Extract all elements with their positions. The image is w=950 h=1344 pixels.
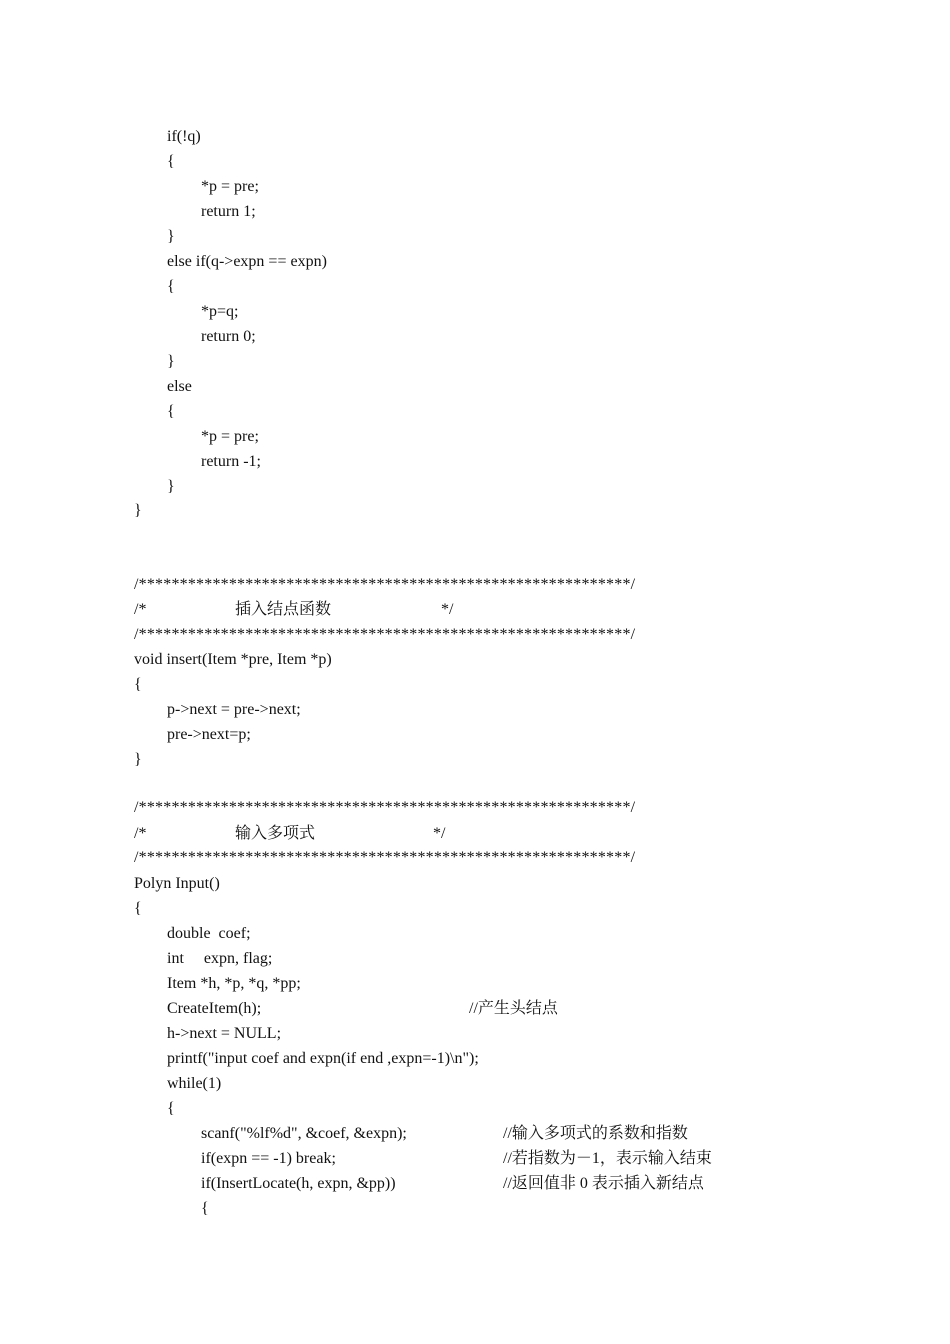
code-text: { <box>134 676 142 693</box>
section-title: 插入结点函数 <box>235 601 332 618</box>
code-text: CreateItem(h); <box>167 1000 262 1017</box>
section-title: 输入多项式 <box>235 825 316 842</box>
code-text: return -1; <box>201 453 261 470</box>
code-text: { <box>134 900 142 917</box>
code-text: Polyn Input() <box>134 875 220 892</box>
code-text: while(1) <box>167 1075 222 1092</box>
code-text: } <box>134 751 142 768</box>
code-text: h->next = NULL; <box>167 1025 282 1042</box>
code-text: double coef; <box>167 925 251 942</box>
inline-comment: //若指数为－1，表示输入结束 <box>503 1150 712 1167</box>
comment-divider: /************************************************************/ <box>134 626 636 643</box>
code-text: if(expn == -1) break; <box>201 1150 336 1167</box>
code-text: { <box>167 1100 175 1117</box>
code-text: printf("input coef and expn(if end ,expn=-1)\n"); <box>167 1050 479 1067</box>
inline-comment: //返回值非 0 表示插入新结点 <box>503 1175 704 1192</box>
code-text: } <box>167 353 175 370</box>
code-text: { <box>167 403 175 420</box>
inline-comment: //输入多项式的系数和指数 <box>503 1125 688 1142</box>
code-text: *p = pre; <box>201 178 259 195</box>
code-text: { <box>167 278 175 295</box>
code-text: Item *h, *p, *q, *pp; <box>167 975 301 992</box>
inline-comment: //产生头结点 <box>469 1000 558 1017</box>
comment-divider: /************************************************************/ <box>134 849 636 866</box>
code-text: scanf("%lf%d", &coef, &expn); <box>201 1125 407 1142</box>
code-text: void insert(Item *pre, Item *p) <box>134 651 332 668</box>
code-text: int expn, flag; <box>167 950 273 967</box>
code-text: else <box>167 378 192 395</box>
comment-close: */ <box>441 601 454 618</box>
code-text: { <box>201 1200 209 1217</box>
code-text: } <box>167 228 175 245</box>
code-text: else if(q->expn == expn) <box>167 253 327 270</box>
code-text: return 0; <box>201 328 256 345</box>
code-text: } <box>167 478 175 495</box>
code-text: if(!q) <box>167 128 201 145</box>
comment-close: */ <box>433 825 446 842</box>
code-text: *p=q; <box>201 303 239 320</box>
code-text: pre->next=p; <box>167 726 251 743</box>
code-text: if(InsertLocate(h, expn, &pp)) <box>201 1175 396 1192</box>
code-text: /* <box>134 601 147 618</box>
comment-divider: /************************************************************/ <box>134 799 636 816</box>
code-text: { <box>167 153 175 170</box>
code-text: return 1; <box>201 203 256 220</box>
comment-divider: /************************************************************/ <box>134 576 636 593</box>
code-text: } <box>134 502 142 519</box>
code-text: p->next = pre->next; <box>167 701 301 718</box>
code-text: /* <box>134 825 147 842</box>
code-text: *p = pre; <box>201 428 259 445</box>
